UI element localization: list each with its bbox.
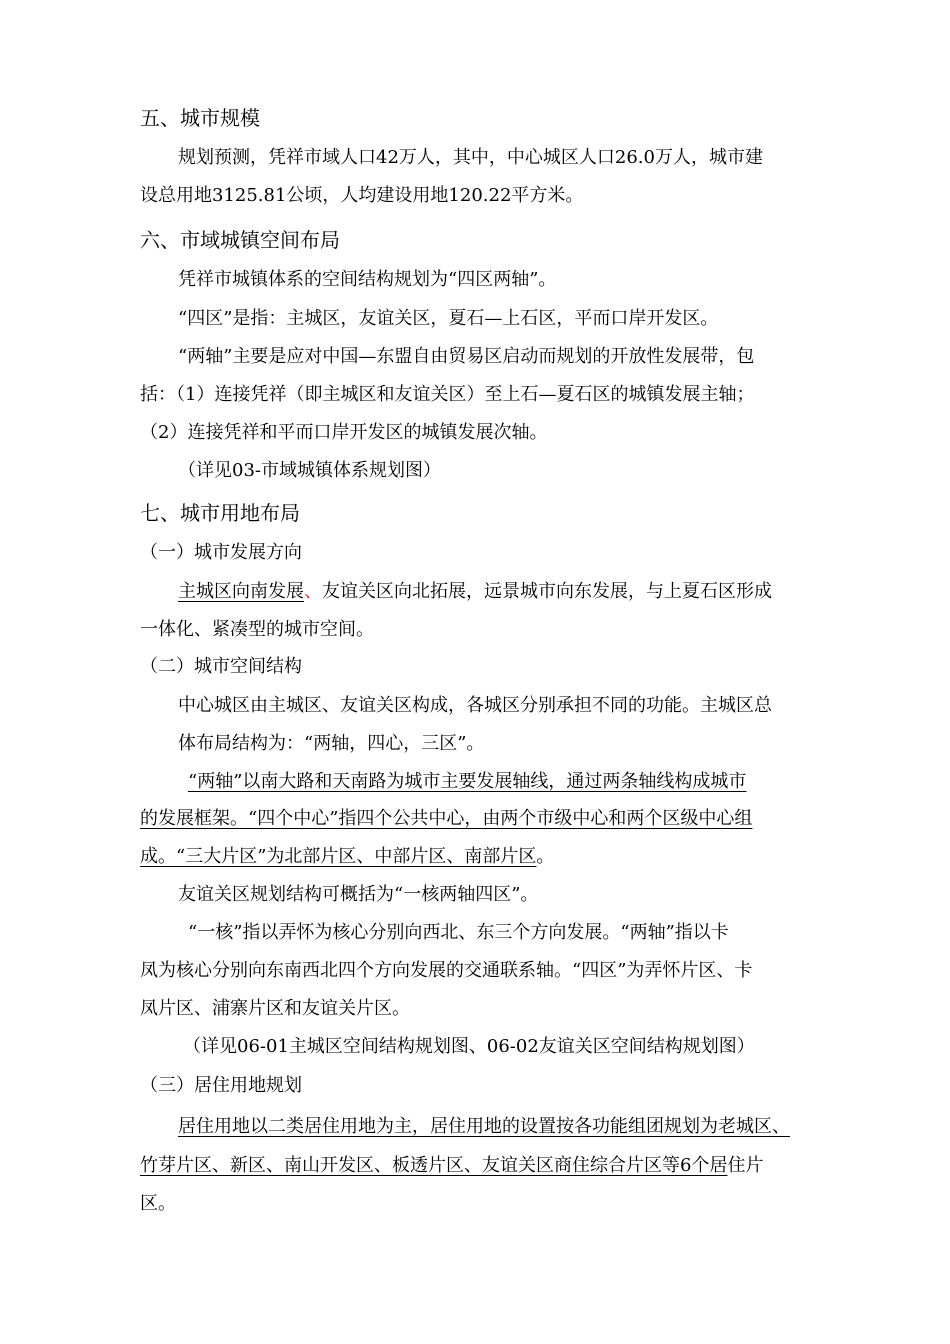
s7-sub2-line-7: “一核”指以弄怀为核心分别向西北、东三个方向发展。“两轴”指以卡 [188,922,729,943]
section-5-heading: 五、城市规模 [140,106,260,130]
s7-sub2-heading: （二）城市空间结构 [140,656,302,677]
underlined-phrase: 成。“三大片区”为北部片区、中部片区、南部片区 [140,846,537,867]
s7-sub1-line-1: 主城区向南发展、友谊关区向北拓展，远景城市向东发展，与上夏石区形成 [178,581,772,602]
s7-sub2-line-5: 成。“三大片区”为北部片区、中部片区、南部片区。 [140,846,555,867]
s6-paragraph-2: “四区”是指：主城区，友谊关区，夏石—上石区，平而口岸开发区。 [178,308,719,329]
underlined-phrase: 主城区向南发展 [178,581,304,602]
s7-sub2-reference-note: （详见06-01主城区空间结构规划图、06-02友谊关区空间结构规划图） [183,1036,755,1057]
s7-sub3-line-3: 区。 [140,1193,176,1214]
s7-sub3-line-2: 竹芽片区、新区、南山开发区、板透片区、友谊关区商住综合片区等6个居住片 [140,1155,764,1176]
s7-sub2-line-2: 体布局结构为：“两轴，四心，三区”。 [178,733,485,754]
s7-sub2-line-8: 凤为核心分别向东南西北四个方向发展的交通联系轴。“四区”为弄怀片区、卡 [140,960,753,981]
s6-paragraph-1: 凭祥市城镇体系的空间结构规划为“四区两轴”。 [178,269,557,290]
underlined-phrase: 竹芽片区、新区、南山开发区、板透片区、友谊关区商住综合片区等6个居 [140,1155,728,1176]
s5-paragraph-line-1: 规划预测，凭祥市域人口42万人，其中，中心城区人口26.0万人，城市建 [178,147,763,168]
s5-paragraph-line-2: 设总用地3125.81公顷，人均建设用地120.22平方米。 [140,185,584,206]
s7-sub2-line-1: 中心城区由主城区、友谊关区构成，各城区分别承担不同的功能。主城区总 [178,695,772,716]
s7-sub1-heading: （一）城市发展方向 [140,542,302,563]
s6-paragraph-3-line-3: （2）连接凭祥和平而口岸开发区的城镇发展次轴。 [140,422,548,443]
s7-sub1-line-2: 一体化、紧凑型的城市空间。 [140,619,374,640]
section-6-heading: 六、市域城镇空间布局 [140,228,340,252]
s6-paragraph-3-line-2: 括：（1）连接凭祥（即主城区和友谊关区）至上石—夏石区的城镇发展主轴； [140,384,755,405]
s7-sub2-line-9: 凤片区、浦寨片区和友谊关片区。 [140,998,410,1019]
s7-sub2-underlined-line-3: “两轴”以南大路和天南路为城市主要发展轴线，通过两条轴线构成城市 [188,771,747,792]
s6-reference-note: （详见03-市域城镇体系规划图） [178,460,441,481]
s7-sub2-underlined-line-4: 的发展框架。“四个中心”指四个公共中心，由两个市级中心和两个区级中心组 [140,808,753,829]
s7-sub3-heading: （三）居住用地规划 [140,1075,302,1096]
red-punctuation: 、 [304,581,322,602]
s7-sub3-underlined-line-1: 居住用地以二类居住用地为主，居住用地的设置按各功能组团规划为老城区、 [178,1116,790,1137]
s7-sub2-line-6: 友谊关区规划结构可概括为“一核两轴四区”。 [178,884,539,905]
section-7-heading: 七、城市用地布局 [140,501,300,525]
s6-paragraph-3-line-1: “两轴”主要是应对中国—东盟自由贸易区启动而规划的开放性发展带，包 [178,346,755,367]
